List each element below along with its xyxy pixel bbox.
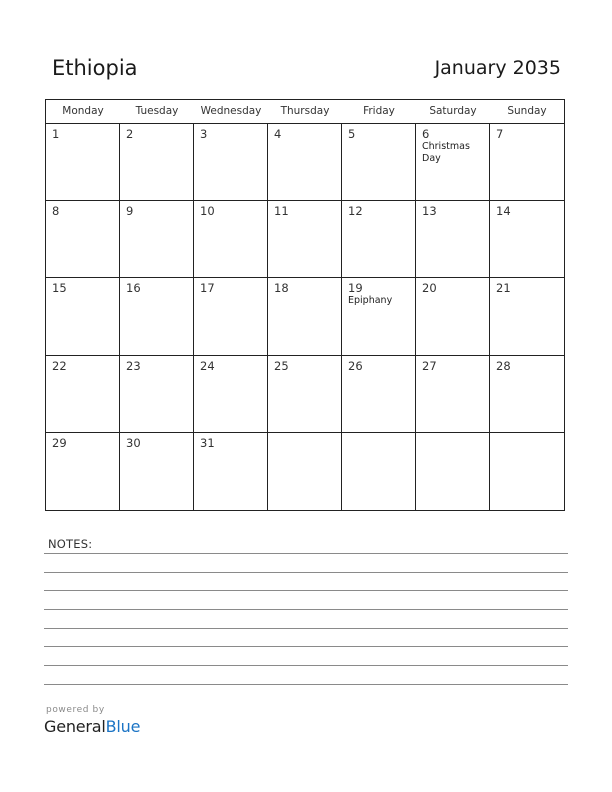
holiday-label: Christmas Day xyxy=(422,141,470,164)
day-number: 27 xyxy=(422,358,437,373)
day-number: 17 xyxy=(200,281,215,296)
day-cell xyxy=(342,124,416,201)
day-number: 11 xyxy=(274,204,289,219)
day-cell xyxy=(120,356,194,433)
day-number: 19 xyxy=(348,281,363,296)
month-year-title: January 2035 xyxy=(434,57,561,79)
day-cell xyxy=(194,356,268,433)
notes-line xyxy=(44,628,568,629)
day-cell xyxy=(416,356,490,433)
day-cell xyxy=(120,124,194,201)
notes-line xyxy=(44,646,568,647)
notes-line xyxy=(44,684,568,685)
day-number: 22 xyxy=(52,358,67,373)
day-number: 26 xyxy=(348,358,363,373)
day-cell xyxy=(416,201,490,278)
day-cell xyxy=(46,433,120,510)
day-number: 18 xyxy=(274,281,289,296)
day-number: 8 xyxy=(52,204,60,219)
day-cell xyxy=(416,124,490,201)
day-cell xyxy=(194,278,268,355)
notes-line xyxy=(44,572,568,573)
day-number: 25 xyxy=(274,358,289,373)
day-cell xyxy=(268,124,342,201)
day-cell xyxy=(46,201,120,278)
day-cell xyxy=(46,124,120,201)
day-cell xyxy=(120,433,194,510)
day-cell xyxy=(268,278,342,355)
day-cell xyxy=(194,124,268,201)
day-number: 28 xyxy=(496,358,511,373)
day-cell xyxy=(416,278,490,355)
day-number: 10 xyxy=(200,204,215,219)
notes-label: NOTES: xyxy=(48,537,93,551)
day-number: 21 xyxy=(496,281,511,296)
day-cell xyxy=(490,278,564,355)
day-number: 9 xyxy=(126,204,134,219)
weekday-saturday: Saturday xyxy=(429,105,477,117)
day-number: 4 xyxy=(274,127,282,141)
day-number: 23 xyxy=(126,358,141,373)
day-number: 16 xyxy=(126,281,141,296)
day-cell xyxy=(194,201,268,278)
day-cell xyxy=(490,356,564,433)
holiday-label: Epiphany xyxy=(348,295,393,307)
powered-by-label: powered by xyxy=(46,705,105,715)
country-title: Ethiopia xyxy=(52,56,138,80)
day-cell-empty xyxy=(416,433,490,510)
day-cell xyxy=(46,278,120,355)
day-cell-empty xyxy=(268,433,342,510)
day-number: 14 xyxy=(496,204,511,219)
day-cell xyxy=(268,356,342,433)
weekday-thursday: Thursday xyxy=(280,105,330,117)
brand-blue-text: Blue xyxy=(105,717,141,736)
notes-line xyxy=(44,590,568,591)
day-cell xyxy=(120,278,194,355)
notes-line xyxy=(44,553,568,554)
weekday-header-row xyxy=(46,100,564,124)
day-number: 13 xyxy=(422,204,437,219)
day-cell xyxy=(46,356,120,433)
day-number: 1 xyxy=(52,127,60,141)
weekday-sunday: Sunday xyxy=(507,105,547,117)
day-cell xyxy=(490,201,564,278)
weekday-friday: Friday xyxy=(363,105,395,117)
weekday-tuesday: Tuesday xyxy=(135,105,179,117)
day-number: 31 xyxy=(200,435,215,450)
notes-line xyxy=(44,665,568,666)
day-number: 3 xyxy=(200,127,208,141)
day-number: 7 xyxy=(496,127,504,141)
day-cell xyxy=(194,433,268,510)
day-cell xyxy=(342,356,416,433)
day-cell xyxy=(268,201,342,278)
day-number: 12 xyxy=(348,204,363,219)
weekday-monday: Monday xyxy=(62,105,104,117)
day-number: 29 xyxy=(52,435,67,450)
day-cell xyxy=(342,201,416,278)
day-cell xyxy=(120,201,194,278)
day-number: 30 xyxy=(126,435,141,450)
day-cells xyxy=(46,124,564,510)
brand-logo xyxy=(44,717,140,736)
weekday-wednesday: Wednesday xyxy=(200,105,262,117)
day-number: 2 xyxy=(126,127,134,141)
day-cell-empty xyxy=(342,433,416,510)
day-number: 15 xyxy=(52,281,67,296)
day-cell xyxy=(490,124,564,201)
day-cell-empty xyxy=(490,433,564,510)
day-cell xyxy=(342,278,416,355)
brand-general-text: General xyxy=(44,717,106,736)
day-number: 24 xyxy=(200,358,215,373)
day-number: 20 xyxy=(422,281,437,296)
notes-line xyxy=(44,609,568,610)
day-number: 6 xyxy=(422,127,430,141)
day-number: 5 xyxy=(348,127,356,141)
calendar-grid xyxy=(45,99,565,511)
